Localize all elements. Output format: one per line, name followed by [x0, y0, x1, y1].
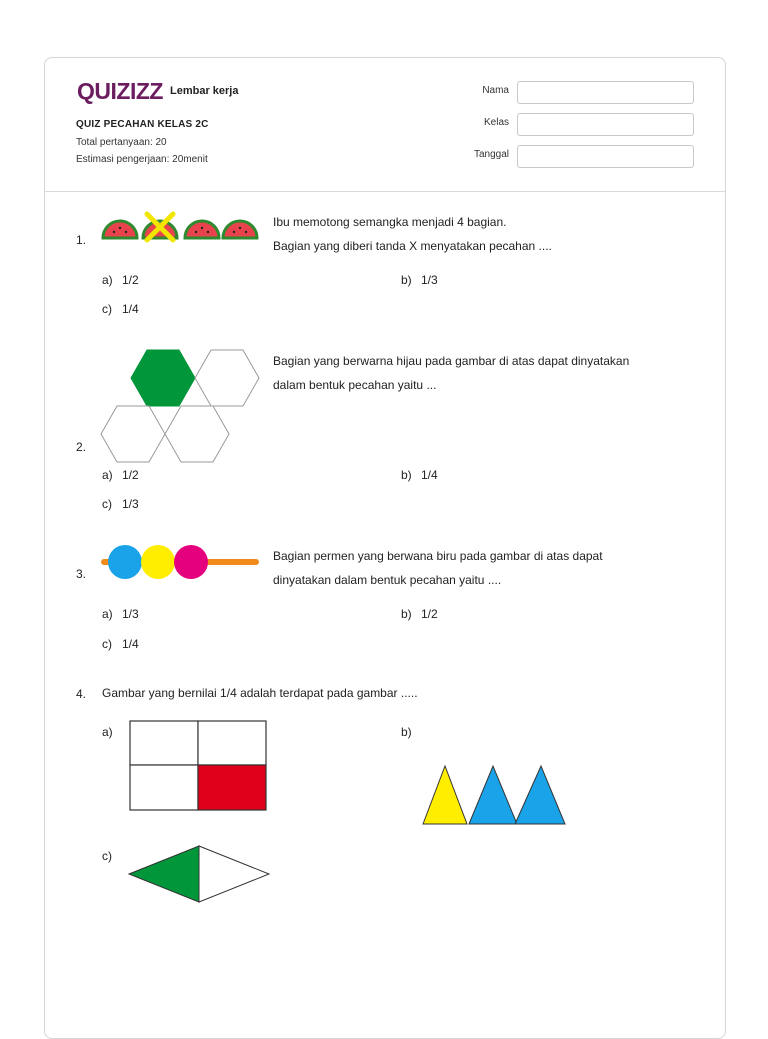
total-questions: Total pertanyaan: 20	[76, 137, 167, 148]
option-a[interactable]: a) 1/3	[102, 607, 139, 621]
quiz-title: QUIZ PECAHAN KELAS 2C	[76, 119, 209, 130]
option-b[interactable]: b) 1/4	[401, 468, 438, 482]
rhombus-green-half	[129, 846, 199, 902]
option-c[interactable]: c) 1/4	[102, 637, 139, 651]
class-label: Kelas	[483, 117, 509, 128]
question-text: Gambar yang bernilai 1/4 adalah terdapat pada gambar .....	[102, 686, 418, 700]
triangle-yellow	[423, 766, 467, 824]
candy-ball-yellow	[141, 545, 175, 579]
question-number: 4.	[76, 687, 87, 701]
option-c[interactable]: c)	[102, 849, 112, 863]
option-b[interactable]: b) 1/2	[401, 607, 438, 621]
name-field[interactable]	[517, 81, 694, 104]
brand-subtitle: Lembar kerja	[170, 85, 239, 97]
svg-text:QUIZIZZ: QUIZIZZ	[77, 78, 163, 104]
candy-figure	[99, 542, 261, 582]
quizizz-logo	[77, 78, 167, 104]
option-a[interactable]: a) 1/2	[102, 468, 139, 482]
class-field[interactable]	[517, 113, 694, 136]
worksheet-header	[45, 58, 725, 192]
question-text: Bagian yang berwarna hijau pada gambar di atas dapat dinyatakan dalam bentuk pecahan yaitu ...	[273, 354, 630, 392]
watermelon-slice-icon	[103, 221, 137, 238]
candy-ball-magenta	[174, 545, 208, 579]
option-c[interactable]: c) 1/4	[102, 302, 139, 316]
question-number: 3.	[76, 567, 87, 581]
square-fraction-figure	[129, 720, 269, 812]
question-number: 1.	[76, 233, 87, 247]
date-field[interactable]	[517, 145, 694, 168]
option-b[interactable]: b) 1/3	[401, 273, 438, 287]
hexagon-white	[101, 406, 165, 462]
red-part	[198, 765, 266, 810]
question-text: Ibu memotong semangka menjadi 4 bagian. Bagian yang diberi tanda X menyatakan pecahan ....	[273, 215, 552, 253]
option-a[interactable]: a)	[102, 725, 113, 739]
question-number: 2.	[76, 440, 87, 454]
rhombus-white-half	[199, 846, 269, 902]
option-b[interactable]: b)	[401, 725, 412, 739]
date-label: Tanggal	[473, 149, 509, 160]
watermelon-slice-icon	[223, 221, 257, 238]
question-text: Bagian permen yang berwana biru pada gambar di atas dapat dinyatakan dalam bentuk pecahan yaitu ....	[273, 549, 603, 587]
name-label: Nama	[482, 85, 509, 96]
hexagon-green	[131, 350, 195, 406]
watermelon-slice-icon	[143, 214, 177, 240]
triangle-blue	[515, 766, 565, 824]
worksheet	[44, 57, 726, 1039]
option-c[interactable]: c) 1/3	[102, 497, 139, 511]
rhombus-figure	[127, 844, 271, 904]
triangle-blue	[469, 766, 517, 824]
hexagon-white	[165, 406, 229, 462]
estimated-time: Estimasi pengerjaan: 20menit	[76, 154, 208, 165]
watermelon-slice-icon	[185, 221, 219, 238]
candy-ball-blue	[108, 545, 142, 579]
triangles-figure	[421, 762, 567, 830]
option-a[interactable]: a) 1/2	[102, 273, 139, 287]
watermelon-figure	[101, 208, 261, 244]
hexagon-white	[195, 350, 259, 406]
hexagon-figure	[99, 348, 265, 466]
